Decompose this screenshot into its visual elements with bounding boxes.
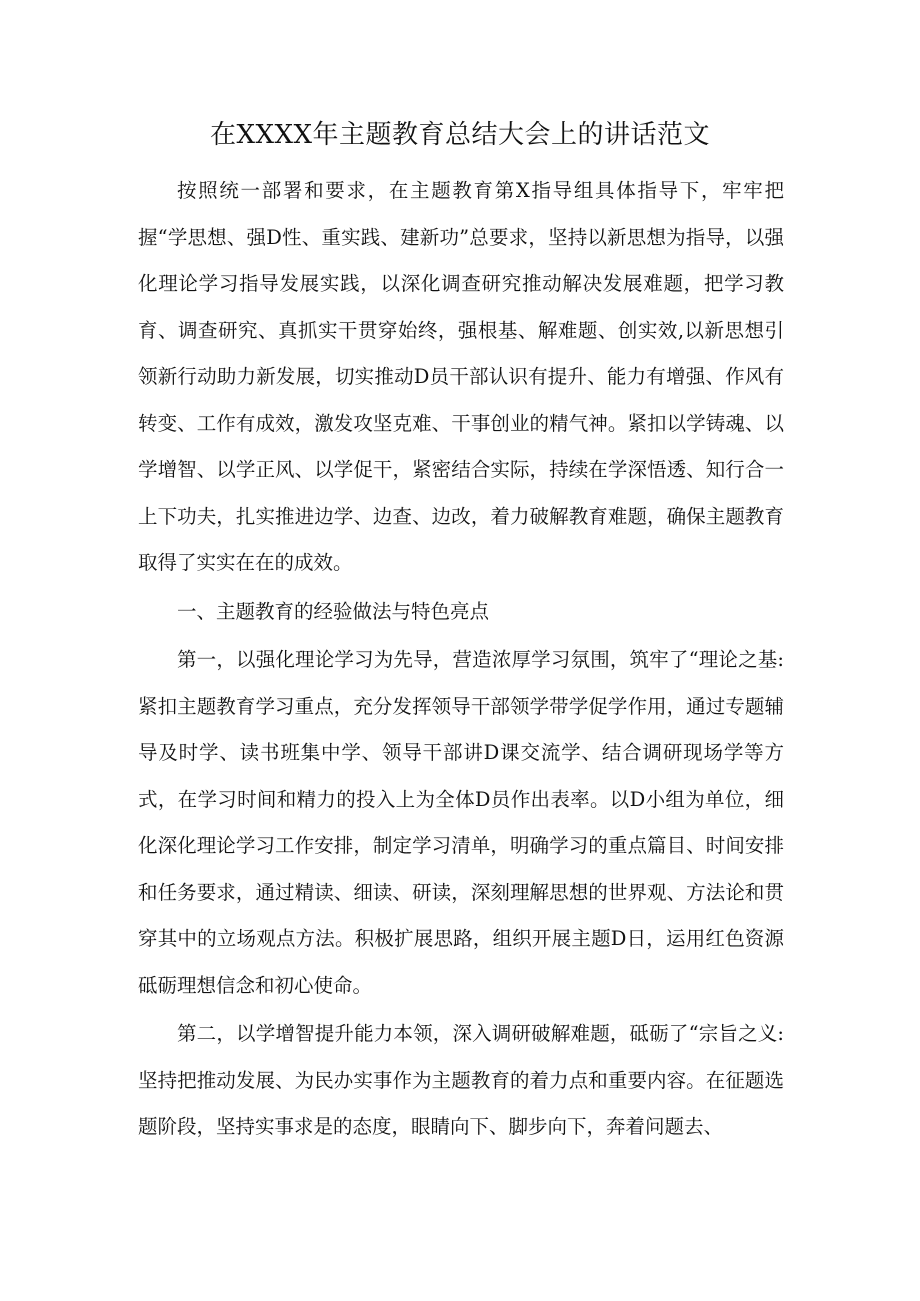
paragraph-first-point: 第一，以强化理论学习为先导，营造浓厚学习氛围，筑牢了“理论之基:紧扣主题教育学习重点，充分发挥领导干部领学带学促学作用，通过专题辅导及时学、读书班集中学、领导干部讲D课交流学、结合调研现场学等方式，在学习时间和精力的投入上为全体D员作出表率。以D小组为单位，细化深化理论学习工作安排，制定学习清单，明确学习的重点篇目、时间安排和任务要求，通过精读、细读、研读，深刻理解思想的世界观、方法论和贯穿其中的立场观点方法。积极扩展思路，组织开展主题D日，运用红色资源砥砺理想信念和初心使命。 <box>138 648 784 997</box>
paragraph-second-point: 第二，以学增智提升能力本领，深入调研破解难题，砥砺了“宗旨之义:坚持把推动发展、为民办实事作为主题教育的着力点和重要内容。在征题选题阶段，坚持实事求是的态度，眼睛向下、脚步向下，奔着问题去、 <box>138 1022 784 1138</box>
intro-paragraph: 按照统一部署和要求，在主题教育第X指导组具体指导下，牢牢把握“学思想、强D性、重实践、建新功”总要求，坚持以新思想为指导，以强化理论学习指导发展实践，以深化调查研究推动解决发展难题，把学习教育、调查研究、真抓实干贯穿始终，强根基、解难题、创实效,以新思想引领新行动助力新发展，切实推动D员干部认识有提升、能力有增强、作风有转变、工作有成效，激发攻坚克难、干事创业的精气神。紧扣以学铸魂、以学增智、以学正风、以学促干，紧密结合实际，持续在学深悟透、知行合一上下功夫，扎实推进边学、边查、边改，着力破解教育难题，确保主题教育取得了实实在在的成效。 <box>138 179 784 574</box>
document-title: 在XXXX年主题教育总结大会上的讲话范文 <box>209 120 711 150</box>
document-body <box>138 168 784 1151</box>
section-heading: 一、主题教育的经验做法与特色亮点 <box>177 599 490 623</box>
